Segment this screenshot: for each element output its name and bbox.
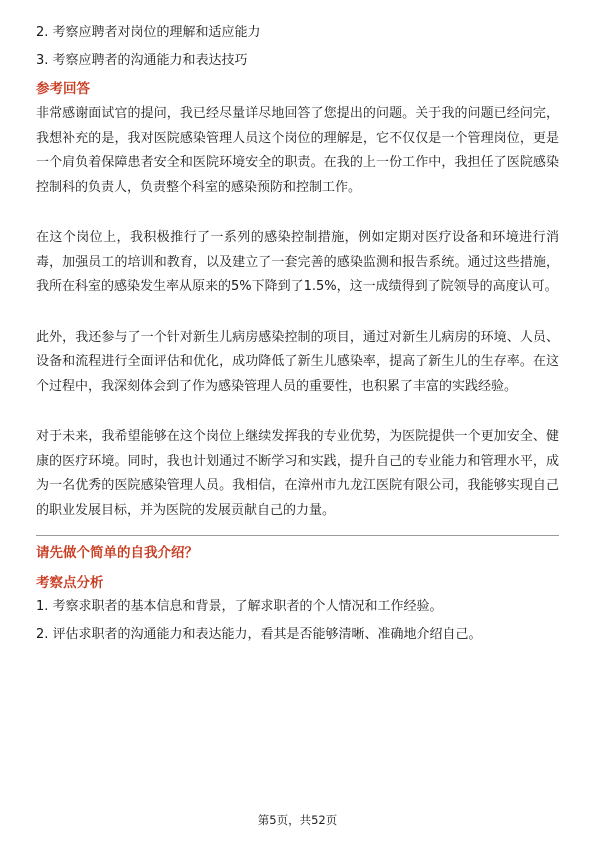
assessment-item-2: 2. 考察应聘者对岗位的理解和适应能力 xyxy=(36,25,261,40)
page-number: 第5页，共52页 xyxy=(257,813,338,827)
answer-paragraph-4: 对于未来，我希望能够在这个岗位上继续发挥我的专业优势，为医院提供一个更加安全、健康的医疗环境。同时，我也计划通过不断学习和实践，提升自己的专业能力和管理水平，成为一名优秀的医院感染管理人员。我相信，在漳州市九龙江医院有限公司，我能够实现自己的职业发展目标，并为医院的发展贡献自己的力量。 xyxy=(36,429,559,518)
document-page xyxy=(36,22,559,652)
answer-paragraph-2: 在这个岗位上，我积极推行了一系列的感染控制措施，例如定期对医疗设备和环境进行消毒，加强员工的培训和教育，以及建立了一套完善的感染监测和报告系统。通过这些措施，我所在科室的感染发生率从原来的5%下降到了1.5%，这一成绩得到了院领导的高度认可。 xyxy=(36,230,559,294)
section-divider xyxy=(36,535,559,536)
answer-paragraph-3: 此外，我还参与了一个针对新生儿病房感染控制的项目，通过对新生儿病房的环境、人员、设备和流程进行全面评估和优化，成功降低了新生儿感染率，提高了新生儿的生存率。在这个过程中，我深刻体会到了作为感染管理人员的重要性，也积累了丰富的实践经验。 xyxy=(36,329,559,394)
paragraph-spacer xyxy=(36,300,559,326)
analysis-item-1: 1. 考察求职者的基本信息和背景，了解求职者的个人情况和工作经验。 xyxy=(36,599,443,614)
answer-paragraph-1: 非常感谢面试官的提问，我已经尽量详尽地回答了您提出的问题。关于我的问题已经问完，我想补充的是，我对医院感染管理人员这个岗位的理解是，它不仅仅是一个管理岗位，更是一个肩负着保障患者安全和医院环境安全的职责。在我的上一份工作中，我担任了医院感染控制科的负责人，负责整个科室的感染预防和控制工作。 xyxy=(36,106,559,195)
question-title: 请先做个简单的自我介绍？ xyxy=(36,545,198,561)
answer-heading: 参考回答 xyxy=(36,81,90,97)
paragraph-spacer xyxy=(36,200,559,226)
paragraph-spacer xyxy=(36,399,559,425)
assessment-item-3: 3. 考察应聘者的沟通能力和表达技巧 xyxy=(36,53,248,68)
analysis-heading: 考察点分析 xyxy=(36,575,104,591)
analysis-item-2: 2. 评估求职者的沟通能力和表达能力，看其是否能够清晰、准确地介绍自己。 xyxy=(36,627,482,642)
